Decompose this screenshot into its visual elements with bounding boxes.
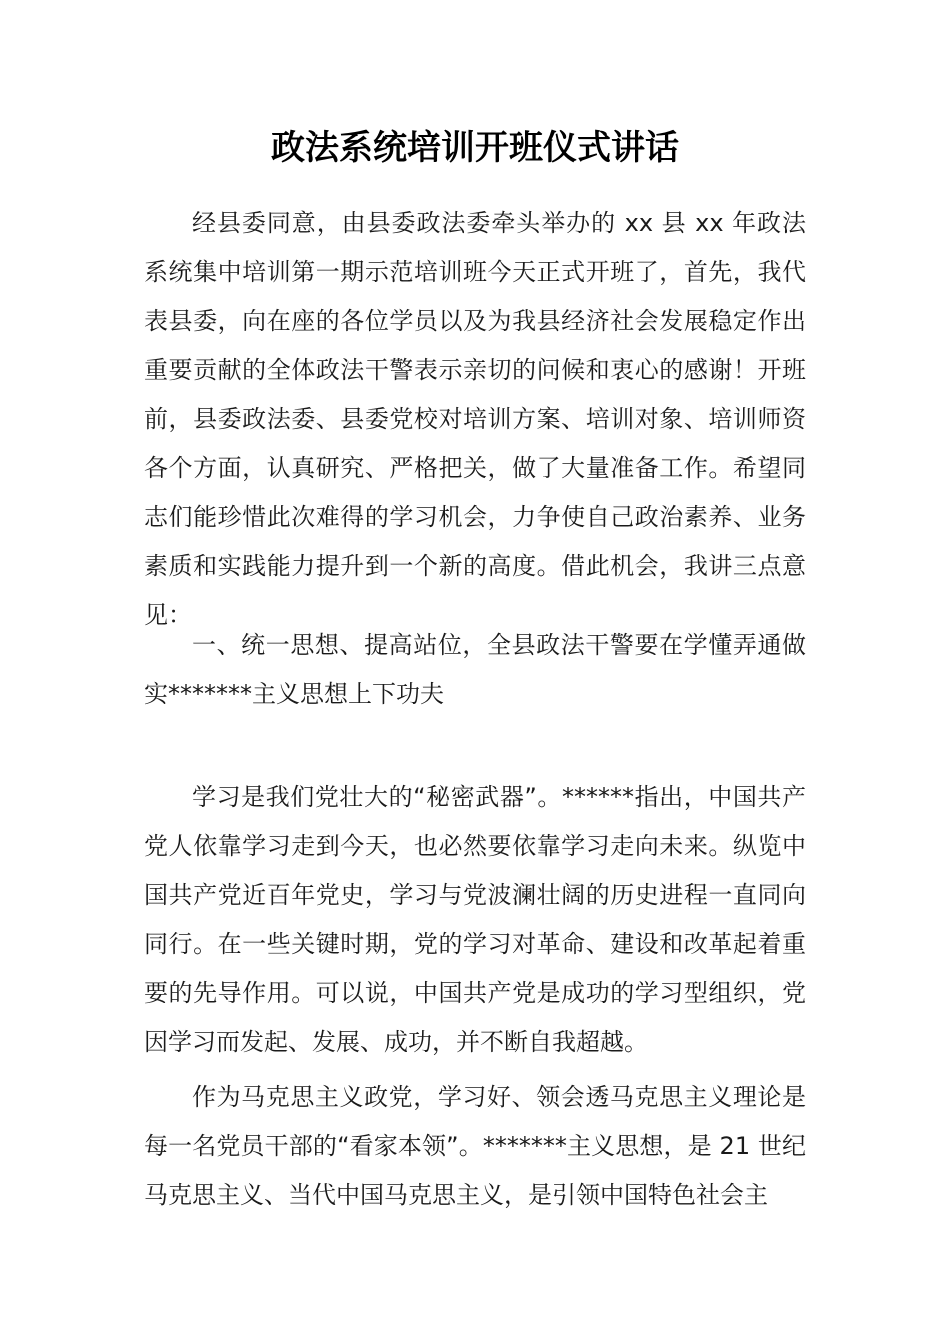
paragraph-learning: 学习是我们党壮大的“秘密武器”。******指出，中国共产党人依靠学习走到今天，也必然要依靠学习走向未来。纵览中国共产党近百年党史，学习与党波澜壮阔的历史进程一直同向同行。在一些关键时期，党的学习对革命、建设和改革起着重要的先导作用。可以说，中国共产党是成功的学习型组织，党因学习而发起、发展、成功，并不断自我超越。 (144, 783, 806, 1056)
section-heading-one: 一、统一思想、提高站位，全县政法干警要在学懂弄通做实*******主义思想上下功夫 (144, 631, 806, 708)
paragraph-intro: 经县委同意，由县委政法委牵头举办的 xx 县 xx 年政法系统集中培训第一期示范培训班今天正式开班了，首先，我代表县委，向在座的各位学员以及为我县经济社会发展稳定作出重要贡献的全体政法干警表示亲切的问候和衷心的感谢！开班前，县委政法委、县委党校对培训方案、培训对象、培训师资各个方面，认真研究、严格把关，做了大量准备工作。希望同志们能珍惜此次难得的学习机会，力争使自己政治素养、业务素质和实践能力提升到一个新的高度。借此机会，我讲三点意见： (144, 209, 806, 629)
document-title: 政法系统培训开班仪式讲话 (271, 128, 679, 168)
paragraph-marxism: 作为马克思主义政党，学习好、领会透马克思主义理论是每一名党员干部的“看家本领”。*******主义思想，是 21 世纪马克思主义、当代中国马克思主义，是引领中国特色社会主 (144, 1083, 806, 1209)
